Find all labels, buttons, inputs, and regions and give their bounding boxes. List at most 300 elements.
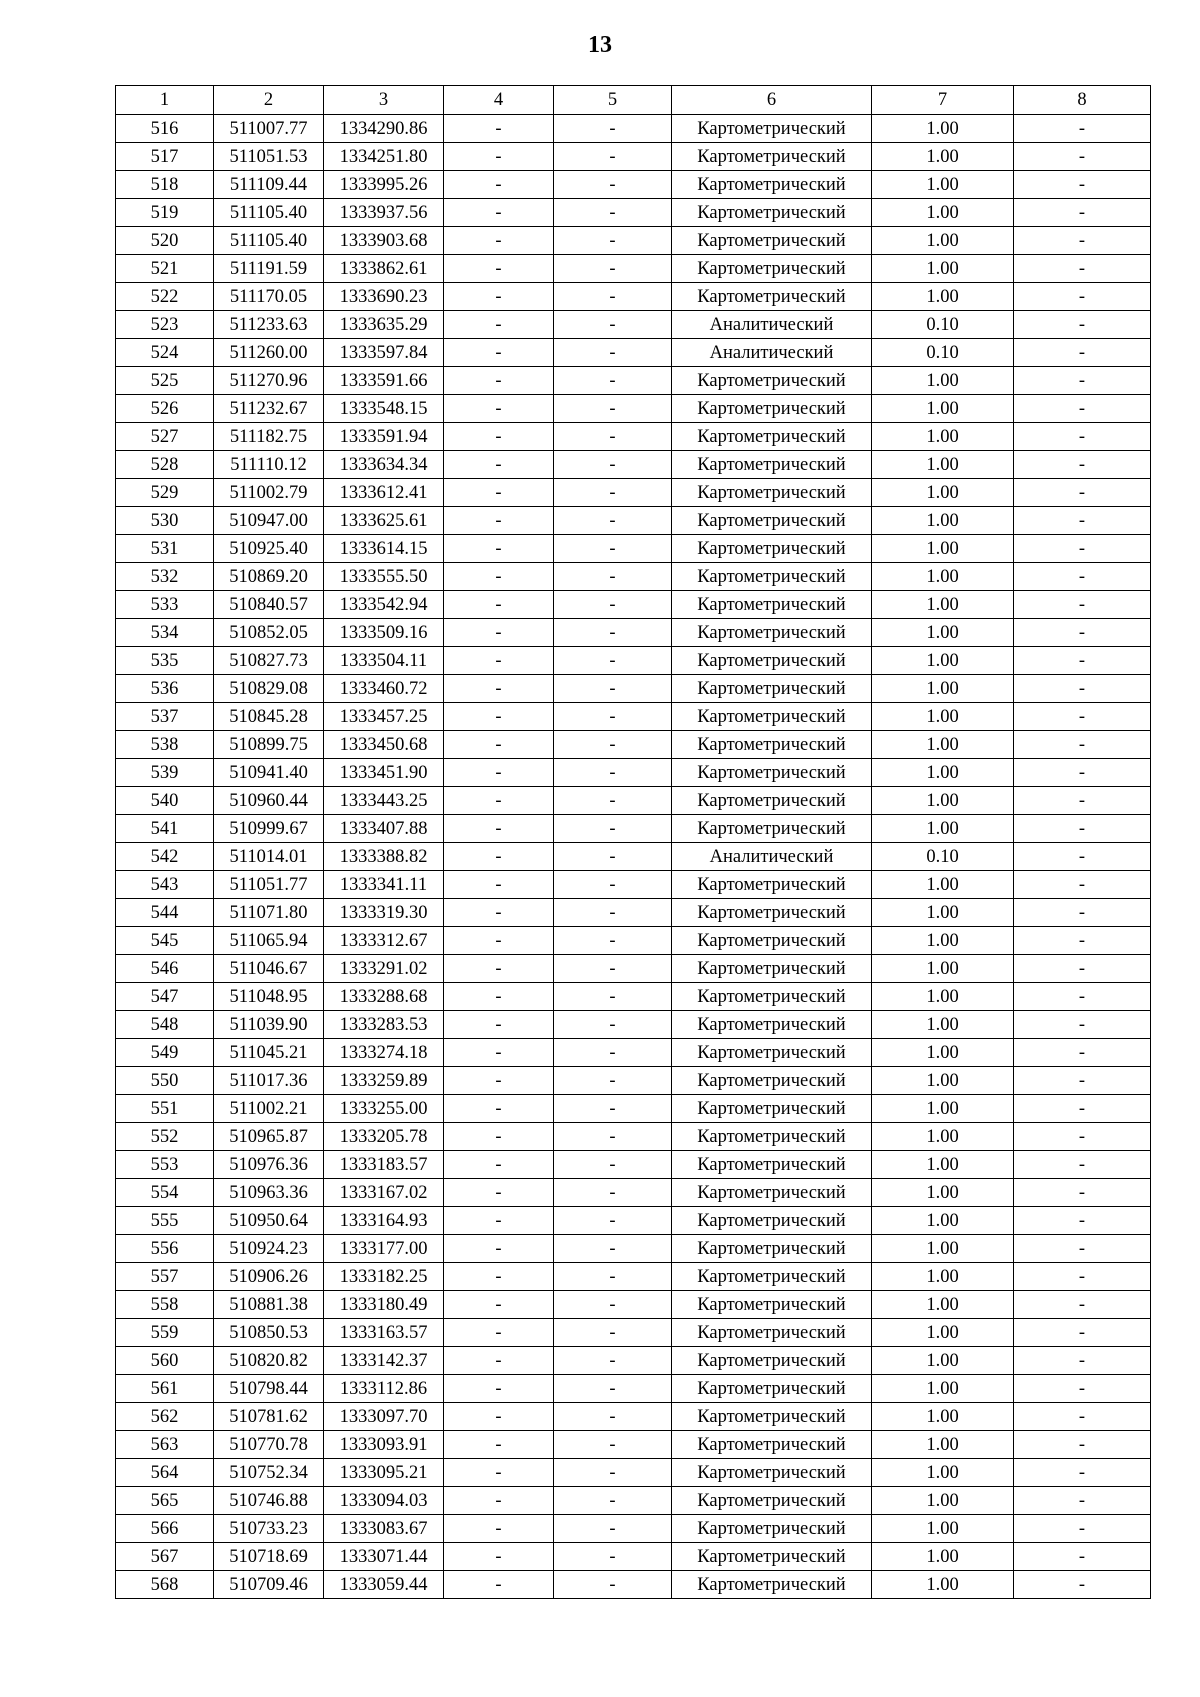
y-coordinate-cell: 1333555.50 bbox=[324, 563, 444, 591]
column-8-cell: - bbox=[1014, 451, 1151, 479]
column-8-cell: - bbox=[1014, 395, 1151, 423]
point-number-cell: 521 bbox=[116, 255, 214, 283]
x-coordinate-cell: 511048.95 bbox=[214, 983, 324, 1011]
column-4-cell: - bbox=[444, 451, 554, 479]
column-5-cell: - bbox=[554, 675, 672, 703]
y-coordinate-cell: 1333182.25 bbox=[324, 1263, 444, 1291]
column-4-cell: - bbox=[444, 1039, 554, 1067]
y-coordinate-cell: 1333283.53 bbox=[324, 1011, 444, 1039]
y-coordinate-cell: 1333443.25 bbox=[324, 787, 444, 815]
column-4-cell: - bbox=[444, 1459, 554, 1487]
precision-cell: 1.00 bbox=[872, 1263, 1014, 1291]
column-4-cell: - bbox=[444, 1291, 554, 1319]
x-coordinate-cell: 511110.12 bbox=[214, 451, 324, 479]
point-number-cell: 556 bbox=[116, 1235, 214, 1263]
method-cell: Картометрический bbox=[672, 1571, 872, 1599]
column-5-cell: - bbox=[554, 1431, 672, 1459]
y-coordinate-cell: 1333094.03 bbox=[324, 1487, 444, 1515]
method-cell: Картометрический bbox=[672, 815, 872, 843]
method-cell: Картометрический bbox=[672, 983, 872, 1011]
point-number-cell: 558 bbox=[116, 1291, 214, 1319]
method-cell: Картометрический bbox=[672, 1095, 872, 1123]
method-cell: Картометрический bbox=[672, 759, 872, 787]
point-number-cell: 562 bbox=[116, 1403, 214, 1431]
column-5-cell: - bbox=[554, 1571, 672, 1599]
y-coordinate-cell: 1333163.57 bbox=[324, 1319, 444, 1347]
table-row bbox=[116, 283, 1151, 311]
column-4-cell: - bbox=[444, 311, 554, 339]
method-cell: Картометрический bbox=[672, 199, 872, 227]
table-row bbox=[116, 1403, 1151, 1431]
column-8-cell: - bbox=[1014, 1207, 1151, 1235]
table-row bbox=[116, 1487, 1151, 1515]
column-4-cell: - bbox=[444, 1543, 554, 1571]
precision-cell: 1.00 bbox=[872, 1039, 1014, 1067]
column-header: 8 bbox=[1014, 86, 1151, 115]
x-coordinate-cell: 510770.78 bbox=[214, 1431, 324, 1459]
point-number-cell: 543 bbox=[116, 871, 214, 899]
column-5-cell: - bbox=[554, 535, 672, 563]
table-row bbox=[116, 675, 1151, 703]
column-4-cell: - bbox=[444, 1571, 554, 1599]
precision-cell: 1.00 bbox=[872, 1011, 1014, 1039]
column-5-cell: - bbox=[554, 731, 672, 759]
precision-cell: 1.00 bbox=[872, 1179, 1014, 1207]
x-coordinate-cell: 510840.57 bbox=[214, 591, 324, 619]
y-coordinate-cell: 1333862.61 bbox=[324, 255, 444, 283]
column-5-cell: - bbox=[554, 1235, 672, 1263]
method-cell: Картометрический bbox=[672, 367, 872, 395]
column-5-cell: - bbox=[554, 1291, 672, 1319]
table-row bbox=[116, 1011, 1151, 1039]
method-cell: Картометрический bbox=[672, 1039, 872, 1067]
column-5-cell: - bbox=[554, 367, 672, 395]
table-row bbox=[116, 1431, 1151, 1459]
x-coordinate-cell: 511270.96 bbox=[214, 367, 324, 395]
method-cell: Картометрический bbox=[672, 1543, 872, 1571]
table-row bbox=[116, 787, 1151, 815]
method-cell: Картометрический bbox=[672, 115, 872, 143]
y-coordinate-cell: 1333542.94 bbox=[324, 591, 444, 619]
method-cell: Картометрический bbox=[672, 1319, 872, 1347]
column-4-cell: - bbox=[444, 507, 554, 535]
point-number-cell: 565 bbox=[116, 1487, 214, 1515]
x-coordinate-cell: 510798.44 bbox=[214, 1375, 324, 1403]
x-coordinate-cell: 511045.21 bbox=[214, 1039, 324, 1067]
table-row bbox=[116, 619, 1151, 647]
point-number-cell: 524 bbox=[116, 339, 214, 367]
column-5-cell: - bbox=[554, 1179, 672, 1207]
column-8-cell: - bbox=[1014, 1347, 1151, 1375]
table-row bbox=[116, 451, 1151, 479]
table-row bbox=[116, 871, 1151, 899]
x-coordinate-cell: 511017.36 bbox=[214, 1067, 324, 1095]
column-5-cell: - bbox=[554, 1123, 672, 1151]
column-4-cell: - bbox=[444, 1235, 554, 1263]
y-coordinate-cell: 1333614.15 bbox=[324, 535, 444, 563]
table-row bbox=[116, 367, 1151, 395]
table-row bbox=[116, 171, 1151, 199]
column-4-cell: - bbox=[444, 619, 554, 647]
y-coordinate-cell: 1333457.25 bbox=[324, 703, 444, 731]
method-cell: Картометрический bbox=[672, 787, 872, 815]
table-row bbox=[116, 563, 1151, 591]
method-cell: Картометрический bbox=[672, 1207, 872, 1235]
y-coordinate-cell: 1333167.02 bbox=[324, 1179, 444, 1207]
precision-cell: 1.00 bbox=[872, 899, 1014, 927]
column-4-cell: - bbox=[444, 367, 554, 395]
column-5-cell: - bbox=[554, 619, 672, 647]
column-5-cell: - bbox=[554, 199, 672, 227]
x-coordinate-cell: 510899.75 bbox=[214, 731, 324, 759]
column-5-cell: - bbox=[554, 1095, 672, 1123]
y-coordinate-cell: 1333059.44 bbox=[324, 1571, 444, 1599]
column-5-cell: - bbox=[554, 1067, 672, 1095]
point-number-cell: 517 bbox=[116, 143, 214, 171]
precision-cell: 1.00 bbox=[872, 647, 1014, 675]
column-5-cell: - bbox=[554, 255, 672, 283]
point-number-cell: 547 bbox=[116, 983, 214, 1011]
column-8-cell: - bbox=[1014, 171, 1151, 199]
table-row bbox=[116, 815, 1151, 843]
column-5-cell: - bbox=[554, 1011, 672, 1039]
column-8-cell: - bbox=[1014, 1431, 1151, 1459]
column-8-cell: - bbox=[1014, 731, 1151, 759]
point-number-cell: 544 bbox=[116, 899, 214, 927]
method-cell: Картометрический bbox=[672, 535, 872, 563]
method-cell: Картометрический bbox=[672, 1515, 872, 1543]
column-header: 1 bbox=[116, 86, 214, 115]
table-row bbox=[116, 199, 1151, 227]
x-coordinate-cell: 511002.21 bbox=[214, 1095, 324, 1123]
column-4-cell: - bbox=[444, 339, 554, 367]
x-coordinate-cell: 510941.40 bbox=[214, 759, 324, 787]
x-coordinate-cell: 511109.44 bbox=[214, 171, 324, 199]
column-5-cell: - bbox=[554, 647, 672, 675]
precision-cell: 1.00 bbox=[872, 115, 1014, 143]
table-row bbox=[116, 1347, 1151, 1375]
column-8-cell: - bbox=[1014, 759, 1151, 787]
table-row bbox=[116, 1039, 1151, 1067]
precision-cell: 1.00 bbox=[872, 1123, 1014, 1151]
table-row bbox=[116, 311, 1151, 339]
y-coordinate-cell: 1333690.23 bbox=[324, 283, 444, 311]
precision-cell: 1.00 bbox=[872, 563, 1014, 591]
column-4-cell: - bbox=[444, 1403, 554, 1431]
x-coordinate-cell: 511260.00 bbox=[214, 339, 324, 367]
column-5-cell: - bbox=[554, 395, 672, 423]
point-number-cell: 529 bbox=[116, 479, 214, 507]
column-5-cell: - bbox=[554, 1487, 672, 1515]
column-8-cell: - bbox=[1014, 1375, 1151, 1403]
column-5-cell: - bbox=[554, 451, 672, 479]
y-coordinate-cell: 1333291.02 bbox=[324, 955, 444, 983]
point-number-cell: 518 bbox=[116, 171, 214, 199]
precision-cell: 1.00 bbox=[872, 675, 1014, 703]
column-8-cell: - bbox=[1014, 899, 1151, 927]
column-5-cell: - bbox=[554, 787, 672, 815]
column-8-cell: - bbox=[1014, 619, 1151, 647]
method-cell: Картометрический bbox=[672, 1459, 872, 1487]
point-number-cell: 542 bbox=[116, 843, 214, 871]
column-8-cell: - bbox=[1014, 591, 1151, 619]
precision-cell: 0.10 bbox=[872, 843, 1014, 871]
y-coordinate-cell: 1333937.56 bbox=[324, 199, 444, 227]
column-4-cell: - bbox=[444, 787, 554, 815]
column-5-cell: - bbox=[554, 283, 672, 311]
point-number-cell: 538 bbox=[116, 731, 214, 759]
precision-cell: 1.00 bbox=[872, 1543, 1014, 1571]
column-4-cell: - bbox=[444, 983, 554, 1011]
table-row bbox=[116, 983, 1151, 1011]
point-number-cell: 522 bbox=[116, 283, 214, 311]
column-header: 4 bbox=[444, 86, 554, 115]
column-4-cell: - bbox=[444, 899, 554, 927]
point-number-cell: 528 bbox=[116, 451, 214, 479]
column-header: 2 bbox=[214, 86, 324, 115]
y-coordinate-cell: 1333071.44 bbox=[324, 1543, 444, 1571]
table-row bbox=[116, 1263, 1151, 1291]
column-5-cell: - bbox=[554, 1263, 672, 1291]
y-coordinate-cell: 1333112.86 bbox=[324, 1375, 444, 1403]
x-coordinate-cell: 510963.36 bbox=[214, 1179, 324, 1207]
y-coordinate-cell: 1333183.57 bbox=[324, 1151, 444, 1179]
x-coordinate-cell: 510965.87 bbox=[214, 1123, 324, 1151]
column-8-cell: - bbox=[1014, 871, 1151, 899]
column-8-cell: - bbox=[1014, 1179, 1151, 1207]
point-number-cell: 555 bbox=[116, 1207, 214, 1235]
column-4-cell: - bbox=[444, 1375, 554, 1403]
method-cell: Аналитический bbox=[672, 311, 872, 339]
x-coordinate-cell: 510925.40 bbox=[214, 535, 324, 563]
column-4-cell: - bbox=[444, 731, 554, 759]
x-coordinate-cell: 511065.94 bbox=[214, 927, 324, 955]
x-coordinate-cell: 511039.90 bbox=[214, 1011, 324, 1039]
column-5-cell: - bbox=[554, 591, 672, 619]
table-row bbox=[116, 1459, 1151, 1487]
method-cell: Картометрический bbox=[672, 1179, 872, 1207]
x-coordinate-cell: 510718.69 bbox=[214, 1543, 324, 1571]
precision-cell: 1.00 bbox=[872, 955, 1014, 983]
column-8-cell: - bbox=[1014, 227, 1151, 255]
point-number-cell: 553 bbox=[116, 1151, 214, 1179]
precision-cell: 1.00 bbox=[872, 815, 1014, 843]
column-8-cell: - bbox=[1014, 115, 1151, 143]
column-5-cell: - bbox=[554, 1543, 672, 1571]
method-cell: Картометрический bbox=[672, 703, 872, 731]
point-number-cell: 557 bbox=[116, 1263, 214, 1291]
y-coordinate-cell: 1333995.26 bbox=[324, 171, 444, 199]
point-number-cell: 564 bbox=[116, 1459, 214, 1487]
column-5-cell: - bbox=[554, 759, 672, 787]
column-8-cell: - bbox=[1014, 1235, 1151, 1263]
x-coordinate-cell: 510781.62 bbox=[214, 1403, 324, 1431]
column-4-cell: - bbox=[444, 395, 554, 423]
point-number-cell: 548 bbox=[116, 1011, 214, 1039]
column-5-cell: - bbox=[554, 479, 672, 507]
x-coordinate-cell: 510976.36 bbox=[214, 1151, 324, 1179]
column-8-cell: - bbox=[1014, 479, 1151, 507]
column-4-cell: - bbox=[444, 283, 554, 311]
point-number-cell: 537 bbox=[116, 703, 214, 731]
method-cell: Картометрический bbox=[672, 675, 872, 703]
x-coordinate-cell: 511232.67 bbox=[214, 395, 324, 423]
x-coordinate-cell: 510906.26 bbox=[214, 1263, 324, 1291]
method-cell: Картометрический bbox=[672, 395, 872, 423]
column-header: 6 bbox=[672, 86, 872, 115]
column-8-cell: - bbox=[1014, 1039, 1151, 1067]
point-number-cell: 525 bbox=[116, 367, 214, 395]
x-coordinate-cell: 511051.53 bbox=[214, 143, 324, 171]
table-row bbox=[116, 647, 1151, 675]
table-row bbox=[116, 1207, 1151, 1235]
column-5-cell: - bbox=[554, 955, 672, 983]
column-8-cell: - bbox=[1014, 339, 1151, 367]
column-4-cell: - bbox=[444, 1179, 554, 1207]
y-coordinate-cell: 1333612.41 bbox=[324, 479, 444, 507]
column-8-cell: - bbox=[1014, 1151, 1151, 1179]
column-5-cell: - bbox=[554, 227, 672, 255]
method-cell: Картометрический bbox=[672, 927, 872, 955]
precision-cell: 1.00 bbox=[872, 787, 1014, 815]
y-coordinate-cell: 1333451.90 bbox=[324, 759, 444, 787]
column-4-cell: - bbox=[444, 843, 554, 871]
column-5-cell: - bbox=[554, 703, 672, 731]
y-coordinate-cell: 1333288.68 bbox=[324, 983, 444, 1011]
point-number-cell: 546 bbox=[116, 955, 214, 983]
table-row bbox=[116, 1235, 1151, 1263]
x-coordinate-cell: 510950.64 bbox=[214, 1207, 324, 1235]
table-row bbox=[116, 843, 1151, 871]
column-5-cell: - bbox=[554, 1515, 672, 1543]
point-number-cell: 520 bbox=[116, 227, 214, 255]
column-8-cell: - bbox=[1014, 647, 1151, 675]
x-coordinate-cell: 511191.59 bbox=[214, 255, 324, 283]
point-number-cell: 545 bbox=[116, 927, 214, 955]
x-coordinate-cell: 511007.77 bbox=[214, 115, 324, 143]
column-8-cell: - bbox=[1014, 255, 1151, 283]
x-coordinate-cell: 510850.53 bbox=[214, 1319, 324, 1347]
y-coordinate-cell: 1333635.29 bbox=[324, 311, 444, 339]
column-4-cell: - bbox=[444, 1151, 554, 1179]
column-4-cell: - bbox=[444, 1319, 554, 1347]
table-row bbox=[116, 1123, 1151, 1151]
point-number-cell: 541 bbox=[116, 815, 214, 843]
y-coordinate-cell: 1333177.00 bbox=[324, 1235, 444, 1263]
y-coordinate-cell: 1333312.67 bbox=[324, 927, 444, 955]
column-8-cell: - bbox=[1014, 1459, 1151, 1487]
method-cell: Картометрический bbox=[672, 479, 872, 507]
coordinates-table bbox=[115, 85, 1151, 1599]
y-coordinate-cell: 1333504.11 bbox=[324, 647, 444, 675]
column-4-cell: - bbox=[444, 423, 554, 451]
y-coordinate-cell: 1334290.86 bbox=[324, 115, 444, 143]
column-8-cell: - bbox=[1014, 143, 1151, 171]
column-5-cell: - bbox=[554, 983, 672, 1011]
column-8-cell: - bbox=[1014, 1403, 1151, 1431]
point-number-cell: 567 bbox=[116, 1543, 214, 1571]
point-number-cell: 534 bbox=[116, 619, 214, 647]
precision-cell: 1.00 bbox=[872, 227, 1014, 255]
method-cell: Картометрический bbox=[672, 1403, 872, 1431]
column-8-cell: - bbox=[1014, 927, 1151, 955]
y-coordinate-cell: 1333180.49 bbox=[324, 1291, 444, 1319]
column-4-cell: - bbox=[444, 759, 554, 787]
precision-cell: 1.00 bbox=[872, 703, 1014, 731]
point-number-cell: 551 bbox=[116, 1095, 214, 1123]
column-4-cell: - bbox=[444, 255, 554, 283]
x-coordinate-cell: 510924.23 bbox=[214, 1235, 324, 1263]
precision-cell: 1.00 bbox=[872, 983, 1014, 1011]
column-4-cell: - bbox=[444, 563, 554, 591]
point-number-cell: 539 bbox=[116, 759, 214, 787]
table-body bbox=[116, 115, 1151, 1599]
column-8-cell: - bbox=[1014, 1123, 1151, 1151]
table-row bbox=[116, 899, 1151, 927]
method-cell: Картометрический bbox=[672, 451, 872, 479]
column-4-cell: - bbox=[444, 647, 554, 675]
method-cell: Картометрический bbox=[672, 955, 872, 983]
method-cell: Картометрический bbox=[672, 647, 872, 675]
x-coordinate-cell: 510820.82 bbox=[214, 1347, 324, 1375]
column-5-cell: - bbox=[554, 871, 672, 899]
precision-cell: 1.00 bbox=[872, 1067, 1014, 1095]
table-row bbox=[116, 339, 1151, 367]
y-coordinate-cell: 1333255.00 bbox=[324, 1095, 444, 1123]
column-8-cell: - bbox=[1014, 983, 1151, 1011]
table-row bbox=[116, 703, 1151, 731]
y-coordinate-cell: 1333450.68 bbox=[324, 731, 444, 759]
column-8-cell: - bbox=[1014, 815, 1151, 843]
precision-cell: 1.00 bbox=[872, 1207, 1014, 1235]
point-number-cell: 568 bbox=[116, 1571, 214, 1599]
method-cell: Картометрический bbox=[672, 1067, 872, 1095]
method-cell: Картометрический bbox=[672, 1151, 872, 1179]
method-cell: Аналитический bbox=[672, 339, 872, 367]
column-8-cell: - bbox=[1014, 703, 1151, 731]
table-row bbox=[116, 507, 1151, 535]
precision-cell: 1.00 bbox=[872, 395, 1014, 423]
column-4-cell: - bbox=[444, 1431, 554, 1459]
y-coordinate-cell: 1333097.70 bbox=[324, 1403, 444, 1431]
y-coordinate-cell: 1333509.16 bbox=[324, 619, 444, 647]
precision-cell: 1.00 bbox=[872, 479, 1014, 507]
column-5-cell: - bbox=[554, 171, 672, 199]
column-5-cell: - bbox=[554, 339, 672, 367]
y-coordinate-cell: 1333164.93 bbox=[324, 1207, 444, 1235]
column-4-cell: - bbox=[444, 1487, 554, 1515]
method-cell: Картометрический bbox=[672, 1487, 872, 1515]
x-coordinate-cell: 510852.05 bbox=[214, 619, 324, 647]
y-coordinate-cell: 1333548.15 bbox=[324, 395, 444, 423]
table-row bbox=[116, 1571, 1151, 1599]
column-8-cell: - bbox=[1014, 1487, 1151, 1515]
point-number-cell: 536 bbox=[116, 675, 214, 703]
column-8-cell: - bbox=[1014, 1263, 1151, 1291]
x-coordinate-cell: 511014.01 bbox=[214, 843, 324, 871]
column-4-cell: - bbox=[444, 1347, 554, 1375]
method-cell: Картометрический bbox=[672, 423, 872, 451]
precision-cell: 1.00 bbox=[872, 759, 1014, 787]
point-number-cell: 532 bbox=[116, 563, 214, 591]
x-coordinate-cell: 511233.63 bbox=[214, 311, 324, 339]
x-coordinate-cell: 511170.05 bbox=[214, 283, 324, 311]
column-8-cell: - bbox=[1014, 199, 1151, 227]
precision-cell: 1.00 bbox=[872, 1487, 1014, 1515]
column-4-cell: - bbox=[444, 199, 554, 227]
table-row bbox=[116, 759, 1151, 787]
precision-cell: 1.00 bbox=[872, 451, 1014, 479]
